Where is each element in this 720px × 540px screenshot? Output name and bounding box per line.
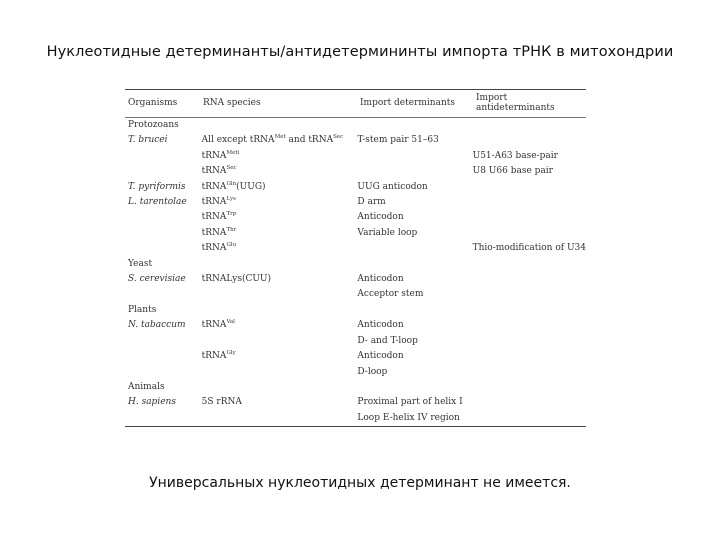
rna-species-cell [199,164,355,179]
table-row [125,303,586,318]
rna-superscript: Lys [226,196,236,203]
import-determinant-cell: UUG anticodon [357,181,428,192]
rna-superscript: Val [226,319,235,326]
import-antideterminant-cell [470,303,586,318]
rna-species-cell [199,133,355,148]
rna-name: tRNA [201,227,227,238]
table-row [125,395,586,410]
import-determinant-cell [354,303,469,318]
import-determinant-cell: Proximal part of helix I [357,397,463,408]
import-determinant-cell [354,241,469,256]
table-row [125,164,586,179]
organism-cell [125,349,199,364]
rna-species-cell [199,241,355,256]
table-row [125,380,586,395]
import-antideterminant-cell: U51-A63 base-pair [472,150,558,161]
table-row [125,180,586,195]
organism-cell: Yeast [128,258,153,269]
table-row [125,257,586,272]
rna-species-cell [199,318,355,333]
rna-species-cell [199,411,355,426]
table-bottom-rule [125,426,586,427]
import-determinant-cell: Anticodon [357,351,404,362]
rna-name: 5S rRNA [201,397,242,408]
import-antideterminant-cell [470,195,586,210]
rna-superscript-2: Sec [333,134,344,141]
organism-cell: S. cerevisiae [128,274,186,285]
import-determinant-cell: Anticodon [357,212,404,223]
import-determinant-cell [354,118,469,133]
table-row [125,195,586,210]
rna-superscript: Gly [226,350,236,357]
import-antideterminant-cell [470,118,586,133]
organism-cell: N. tabaccum [128,320,186,331]
rna-name: tRNA [201,243,227,254]
import-antideterminant-cell [470,133,586,148]
table-row [125,365,586,380]
organism-cell [125,226,199,241]
import-determinant-cell: Anticodon [357,320,404,331]
rna-species-cell [199,195,355,210]
import-determinant-cell: Anticodon [357,274,404,285]
rna-superscript: Trp [226,211,237,218]
table-row [125,241,586,256]
rna-name: tRNA [201,197,227,208]
organism-cell [125,164,199,179]
rna-superscript: Glu [226,242,237,249]
rna-species-cell [199,226,355,241]
organism-cell [125,334,199,349]
rna-species-cell [199,118,355,133]
rna-superscript: Met [274,134,286,141]
rna-tail: (UUG) [236,181,266,192]
table-row [125,411,586,426]
organism-cell [125,411,199,426]
rna-name: tRNA [201,181,227,192]
rna-species-cell [199,149,355,164]
import-determinant-cell: Acceptor stem [357,289,424,300]
import-determinant-cell: Variable loop [357,227,418,238]
organism-cell: L. tarentolae [128,197,187,208]
table-row [125,210,586,225]
rna-tail: and tRNA [285,135,334,146]
organism-cell [125,210,199,225]
header-import-determinants: Import determinants [360,98,455,108]
import-determinant-cell: Loop E-helix IV region [357,412,460,423]
import-antideterminant-cell [470,334,586,349]
rna-name: tRNALys(CUU) [201,274,272,285]
rna-species-cell [199,272,355,287]
rna-superscript: Sec [226,165,237,172]
import-antideterminant-cell [470,411,586,426]
rna-superscript: Gln [226,180,237,187]
organism-cell: H. sapiens [128,397,176,408]
table-row [125,226,586,241]
table-row [125,272,586,287]
rna-name: tRNA [201,320,227,331]
import-antideterminant-cell: U8 U66 base pair [472,166,553,177]
rna-species-cell [199,349,355,364]
header-import-antideterminants: Import antideterminants [476,93,555,113]
table-header-row [125,90,586,117]
import-antideterminant-cell [470,257,586,272]
rna-superscript: Meti [226,149,240,156]
import-determinant-cell: D-loop [357,366,388,377]
rna-species-cell [199,365,355,380]
rna-species-cell [199,395,355,410]
table-row [125,118,586,133]
table-row [125,318,586,333]
import-antideterminant-cell [470,287,586,302]
import-determinant-cell: D- and T-loop [357,335,418,346]
organism-cell: Plants [128,304,157,315]
table-row [125,287,586,302]
import-antideterminant-cell [470,180,586,195]
rna-species-cell [199,180,355,195]
import-antideterminant-cell: Thio-modification of U34 [472,243,586,254]
organism-cell: Animals [128,381,165,392]
rna-name: tRNA [201,166,227,177]
header-rna-species: RNA species [203,98,261,108]
organism-cell: T. brucei [128,135,168,146]
table-row [125,349,586,364]
import-determinant-cell [354,380,469,395]
import-determinant-cell [354,257,469,272]
organism-cell [125,287,199,302]
rna-name: All except tRNA [201,135,275,146]
table-row [125,334,586,349]
import-antideterminant-cell [470,395,586,410]
import-determinant-cell [354,164,469,179]
import-antideterminant-cell [470,365,586,380]
table-row [125,149,586,164]
organism-cell: Protozoans [128,120,179,130]
import-determinant-cell: D arm [357,197,386,208]
import-antideterminant-cell [470,349,586,364]
rna-species-cell [199,257,355,272]
organism-cell [125,241,199,256]
organism-cell [125,365,199,380]
import-determinant-cell [354,149,469,164]
organism-cell: T. pyriformis [128,181,186,192]
rna-species-cell [199,303,355,318]
rna-species-cell [199,380,355,395]
import-antideterminant-cell [470,272,586,287]
rna-species-cell [199,287,355,302]
import-antideterminant-cell [470,226,586,241]
table-body [125,118,586,426]
table-row [125,133,586,148]
footnote: Универсальных нуклеотидных детерминант не имеется. [149,475,571,491]
organism-cell [125,149,199,164]
import-determinant-cell: T-stem pair 51–63 [357,135,439,146]
import-antideterminant-cell [470,380,586,395]
rna-name: tRNA [201,150,227,161]
import-antideterminant-cell [470,210,586,225]
import-antideterminant-cell [470,318,586,333]
rna-species-cell [199,334,355,349]
rna-name: tRNA [201,351,227,362]
rna-name: tRNA [201,212,227,223]
slide-title: Нуклеотидные детерминанты/антидетермининты импорта тРНК в митохондрии [46,44,674,60]
rna-species-cell [199,210,355,225]
determinants-table [125,89,586,427]
rna-superscript: Thr [226,226,237,233]
header-organisms: Organisms [128,98,178,108]
